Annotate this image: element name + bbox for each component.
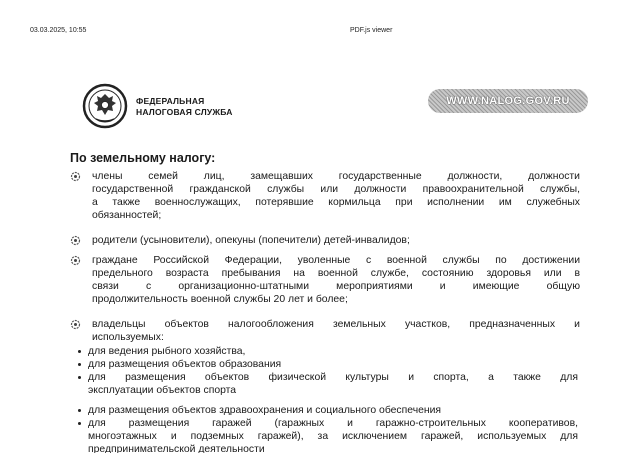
list-item-line: владельцы объектов налогообложения земельных участков, предназначенных и	[92, 319, 580, 330]
viewer-title: PDF.js viewer	[350, 27, 393, 34]
site-url: WWW.NALOG.GOV.RU	[446, 95, 570, 107]
list-item-line: обязанностей;	[92, 210, 162, 221]
print-datetime: 03.03.2025, 10:55	[30, 27, 87, 34]
bullet-marker-icon	[70, 255, 81, 266]
sub-list-item-line: для размещения объектов здравоохранения и социального обеспечения	[88, 405, 442, 416]
org-name-line-1: ФЕДЕРАЛЬНАЯ	[136, 96, 205, 106]
list-item-line: а также военнослужащих, потерявшие кормильца при исполнении им служебных	[92, 197, 580, 208]
org-name-line-2: НАЛОГОВАЯ СЛУЖБА	[136, 107, 233, 117]
list-item-line: граждане Российской Федерации, уволенные с военной службы по достижении	[92, 255, 580, 266]
sub-list-item-line: для размещения объектов образования	[88, 359, 282, 370]
fns-emblem-icon	[82, 83, 128, 129]
sub-list-item-line: многоэтажных и подземных гаражей), за исключением гаражей, используемых для	[88, 431, 578, 442]
bullet-dot-icon	[78, 409, 81, 412]
list-item-line: связи с организационно-штатными мероприятиями и имеющие общую	[92, 281, 580, 292]
sub-list-item-line: для размещения объектов физической культуры и спорта, а также для	[88, 372, 578, 383]
sub-list-item-line: предпринимательской деятельности	[88, 444, 265, 453]
list-item-line: члены семей лиц, замещавших государственные должности, должности	[92, 171, 580, 182]
bullet-dot-icon	[78, 363, 81, 366]
sub-list-item-line: для ведения рыбного хозяйства,	[88, 346, 246, 357]
sub-list-item-line: для размещения гаражей (гаражных и гаражно-строительных кооперативов,	[88, 418, 578, 429]
fns-logo	[82, 83, 282, 133]
bullet-dot-icon	[78, 422, 81, 425]
bullet-marker-icon	[70, 235, 81, 246]
list-item-line: продолжительность военной службы 20 лет и более;	[92, 294, 348, 305]
list-item-line: родители (усыновители), опекуны (попечители) детей-инвалидов;	[92, 235, 410, 246]
list-item-line: государственной гражданской службы или должности правоохранительной службы,	[92, 184, 580, 195]
sub-list-item-line: эксплуатации объектов спорта	[88, 385, 237, 396]
bullet-marker-icon	[70, 319, 81, 330]
site-badge	[428, 89, 588, 113]
bullet-dot-icon	[78, 350, 81, 353]
bullet-marker-icon	[70, 171, 81, 182]
section-title: По земельному налогу:	[70, 151, 216, 165]
bullet-dot-icon	[78, 376, 81, 379]
org-name	[136, 96, 233, 118]
list-item-line: используемых:	[92, 332, 164, 343]
list-item-line: предельного возраста пребывания на военной службе, состоянию здоровья или в	[92, 268, 580, 279]
print-header	[0, 0, 640, 40]
